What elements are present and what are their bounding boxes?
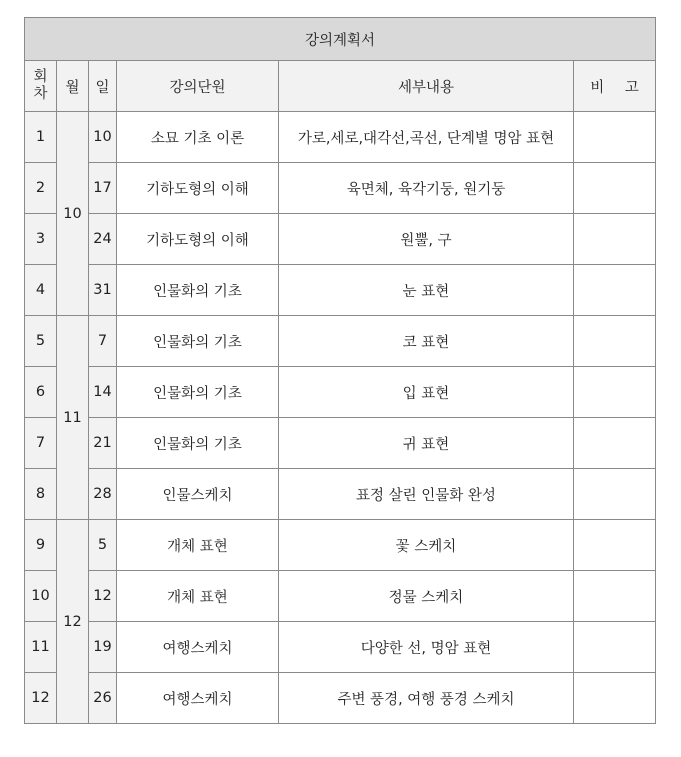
details-cell: 눈 표현 bbox=[279, 265, 574, 316]
session-cell: 5 bbox=[25, 316, 57, 367]
details-cell: 원뿔, 구 bbox=[279, 214, 574, 265]
unit-cell: 인물화의 기초 bbox=[117, 367, 279, 418]
session-cell: 4 bbox=[25, 265, 57, 316]
remarks-cell bbox=[574, 469, 656, 520]
table-row bbox=[25, 571, 656, 622]
table-row bbox=[25, 418, 656, 469]
day-cell: 28 bbox=[89, 469, 117, 520]
remarks-cell bbox=[574, 163, 656, 214]
table-row bbox=[25, 316, 656, 367]
header-month: 월 bbox=[57, 61, 89, 112]
table-row bbox=[25, 469, 656, 520]
remarks-cell bbox=[574, 418, 656, 469]
title-row bbox=[25, 18, 656, 61]
session-cell: 1 bbox=[25, 112, 57, 163]
remarks-cell bbox=[574, 622, 656, 673]
header-session bbox=[25, 61, 57, 112]
header-unit: 강의단원 bbox=[117, 61, 279, 112]
remarks-cell bbox=[574, 265, 656, 316]
session-cell: 3 bbox=[25, 214, 57, 265]
remarks-cell bbox=[574, 571, 656, 622]
details-cell: 육면체, 육각기둥, 원기둥 bbox=[279, 163, 574, 214]
remarks-cell bbox=[574, 112, 656, 163]
session-cell: 8 bbox=[25, 469, 57, 520]
day-cell: 24 bbox=[89, 214, 117, 265]
unit-cell: 소묘 기초 이론 bbox=[117, 112, 279, 163]
day-cell: 5 bbox=[89, 520, 117, 571]
table-row bbox=[25, 367, 656, 418]
table-row bbox=[25, 163, 656, 214]
details-cell: 귀 표현 bbox=[279, 418, 574, 469]
remarks-cell bbox=[574, 520, 656, 571]
unit-cell: 기하도형의 이해 bbox=[117, 214, 279, 265]
header-remarks bbox=[574, 61, 656, 112]
table-row bbox=[25, 112, 656, 163]
session-cell: 2 bbox=[25, 163, 57, 214]
day-cell: 12 bbox=[89, 571, 117, 622]
table-title: 강의계획서 bbox=[25, 18, 656, 61]
header-row bbox=[25, 61, 656, 112]
header-remarks-label: 비 고 bbox=[590, 79, 647, 96]
details-cell: 주변 풍경, 여행 풍경 스케치 bbox=[279, 673, 574, 724]
lecture-plan-table bbox=[24, 17, 656, 724]
table-row bbox=[25, 673, 656, 724]
unit-cell: 인물화의 기초 bbox=[117, 265, 279, 316]
remarks-cell bbox=[574, 367, 656, 418]
table-row bbox=[25, 265, 656, 316]
unit-cell: 개체 표현 bbox=[117, 571, 279, 622]
details-cell: 다양한 선, 명암 표현 bbox=[279, 622, 574, 673]
unit-cell: 개체 표현 bbox=[117, 520, 279, 571]
month-cell: 11 bbox=[57, 316, 89, 520]
table-row bbox=[25, 622, 656, 673]
remarks-cell bbox=[574, 316, 656, 367]
unit-cell: 여행스케치 bbox=[117, 673, 279, 724]
session-cell: 10 bbox=[25, 571, 57, 622]
header-details: 세부내용 bbox=[279, 61, 574, 112]
day-cell: 19 bbox=[89, 622, 117, 673]
session-cell: 6 bbox=[25, 367, 57, 418]
day-cell: 10 bbox=[89, 112, 117, 163]
month-cell: 12 bbox=[57, 520, 89, 724]
remarks-cell bbox=[574, 673, 656, 724]
day-cell: 14 bbox=[89, 367, 117, 418]
day-cell: 26 bbox=[89, 673, 117, 724]
header-session-bottom: 차 bbox=[33, 86, 48, 102]
table-row bbox=[25, 520, 656, 571]
unit-cell: 인물화의 기초 bbox=[117, 418, 279, 469]
details-cell: 코 표현 bbox=[279, 316, 574, 367]
header-session-top: 회 bbox=[33, 69, 48, 85]
table-row bbox=[25, 214, 656, 265]
day-cell: 31 bbox=[89, 265, 117, 316]
day-cell: 17 bbox=[89, 163, 117, 214]
unit-cell: 인물스케치 bbox=[117, 469, 279, 520]
month-cell: 10 bbox=[57, 112, 89, 316]
session-cell: 11 bbox=[25, 622, 57, 673]
day-cell: 21 bbox=[89, 418, 117, 469]
session-cell: 12 bbox=[25, 673, 57, 724]
details-cell: 가로,세로,대각선,곡선, 단계별 명암 표현 bbox=[279, 112, 574, 163]
session-cell: 9 bbox=[25, 520, 57, 571]
details-cell: 정물 스케치 bbox=[279, 571, 574, 622]
remarks-cell bbox=[574, 214, 656, 265]
day-cell: 7 bbox=[89, 316, 117, 367]
header-day: 일 bbox=[89, 61, 117, 112]
details-cell: 표정 살린 인물화 완성 bbox=[279, 469, 574, 520]
unit-cell: 인물화의 기초 bbox=[117, 316, 279, 367]
session-cell: 7 bbox=[25, 418, 57, 469]
details-cell: 입 표현 bbox=[279, 367, 574, 418]
details-cell: 꽃 스케치 bbox=[279, 520, 574, 571]
unit-cell: 여행스케치 bbox=[117, 622, 279, 673]
unit-cell: 기하도형의 이해 bbox=[117, 163, 279, 214]
